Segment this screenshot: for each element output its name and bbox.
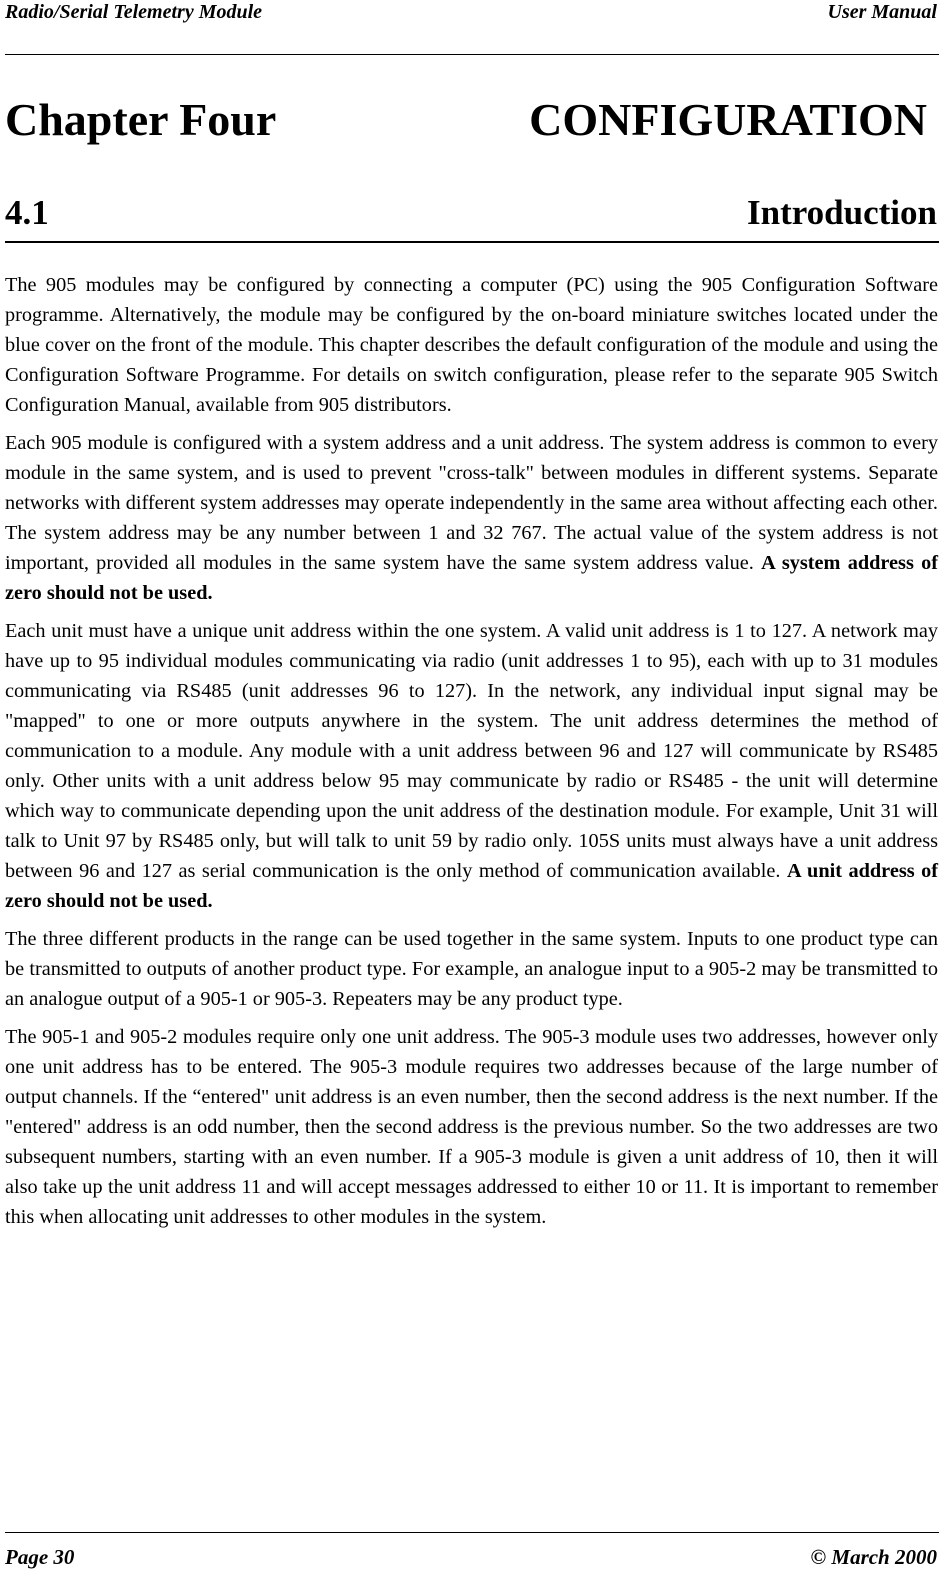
header-doc-type: User Manual — [827, 1, 937, 23]
footer-rule — [5, 1532, 939, 1533]
running-header — [5, 0, 937, 24]
chapter-title: CONFIGURATION — [529, 94, 927, 145]
body-text — [5, 270, 938, 1240]
paragraph-text: The 905 modules may be configured by connecting a computer (PC) using the 905 Configuration Software programme. Alternatively, the module may be configured by the on-board miniature switches located under the blue cover on the front of the module. This chapter describes the default configuration of the module and using the Configuration Software Programme. For details on switch configuration, please refer to the separate 905 Switch Configuration Manual, available from 905 distributors. — [5, 274, 938, 416]
header-rule — [5, 54, 939, 55]
section-heading — [5, 193, 937, 233]
header-title: Radio/Serial Telemetry Module — [5, 1, 263, 23]
paragraph-text: Each unit must have a unique unit address within the one system. A valid unit address is 1 to 127. A network may have up to 95 individual modules communicating via radio (unit addresses 1 to 95), each with up to 31 modules communicating via RS485 (unit addresses 96 to 127). In the network, any individual input signal may be "mapped" to one or more outputs anywhere in the system. The unit address determines the method of communication to a module. Any module with a unit address between 96 and 127 will communicate by RS485 only. Other units with a unit address below 95 may communicate by radio or RS485 - the unit will determine which way to communicate depending upon the unit address of the destination module. For example, Unit 31 will talk to Unit 97 by RS485 only, but will talk to unit 59 by radio only. 105S units must always have a unit address between 96 and 127 as serial communication is the only method of communication available. — [5, 620, 938, 882]
section-rule — [5, 241, 939, 243]
publication-date: © March 2000 — [810, 1545, 937, 1569]
page-footer — [5, 1543, 937, 1571]
chapter-heading — [5, 92, 935, 148]
paragraph-emphasis: A unit address of zero should not be used. — [5, 860, 938, 912]
paragraph — [5, 428, 938, 608]
page-number: Page 30 — [5, 1545, 75, 1569]
paragraph — [5, 270, 938, 420]
paragraph — [5, 1022, 938, 1232]
paragraph-text: Each 905 module is configured with a system address and a unit address. The system address is common to every module in the same system, and is used to prevent "cross-talk" between modules in different systems. Separate networks with different system addresses may operate independently in the same area without affecting each other. The system address may be any number between 1 and 32 767. The actual value of the system address is not important, provided all modules in the same system have the same system address value. — [5, 432, 938, 574]
paragraph-text: The three different products in the range can be used together in the same system. Inputs to one product type can be transmitted to outputs of another product type. For example, an analogue input to a 905-2 may be transmitted to an analogue output of a 905-1 or 905-3. Repeaters may be any product type. — [5, 928, 938, 1010]
chapter-label: Chapter Four — [5, 94, 277, 145]
section-title: Introduction — [747, 193, 937, 232]
section-number: 4.1 — [5, 193, 49, 232]
paragraph — [5, 616, 938, 916]
paragraph-emphasis: A system address of zero should not be used. — [5, 552, 938, 604]
paragraph-text: The 905-1 and 905-2 modules require only one unit address. The 905-3 module uses two addresses, however only one unit address has to be entered. The 905-3 module requires two addresses because of the large number of output channels. If the “entered" unit address is an even number, then the second address is the next number. If the "entered" address is an odd number, then the second address is the previous number. So the two addresses are two subsequent numbers, starting with an even number. If a 905-3 module is given a unit address of 10, then it will also take up the unit address 11 and will accept messages addressed to either 10 or 11. It is important to remember this when allocating unit addresses to other modules in the system. — [5, 1026, 938, 1228]
paragraph — [5, 924, 938, 1014]
